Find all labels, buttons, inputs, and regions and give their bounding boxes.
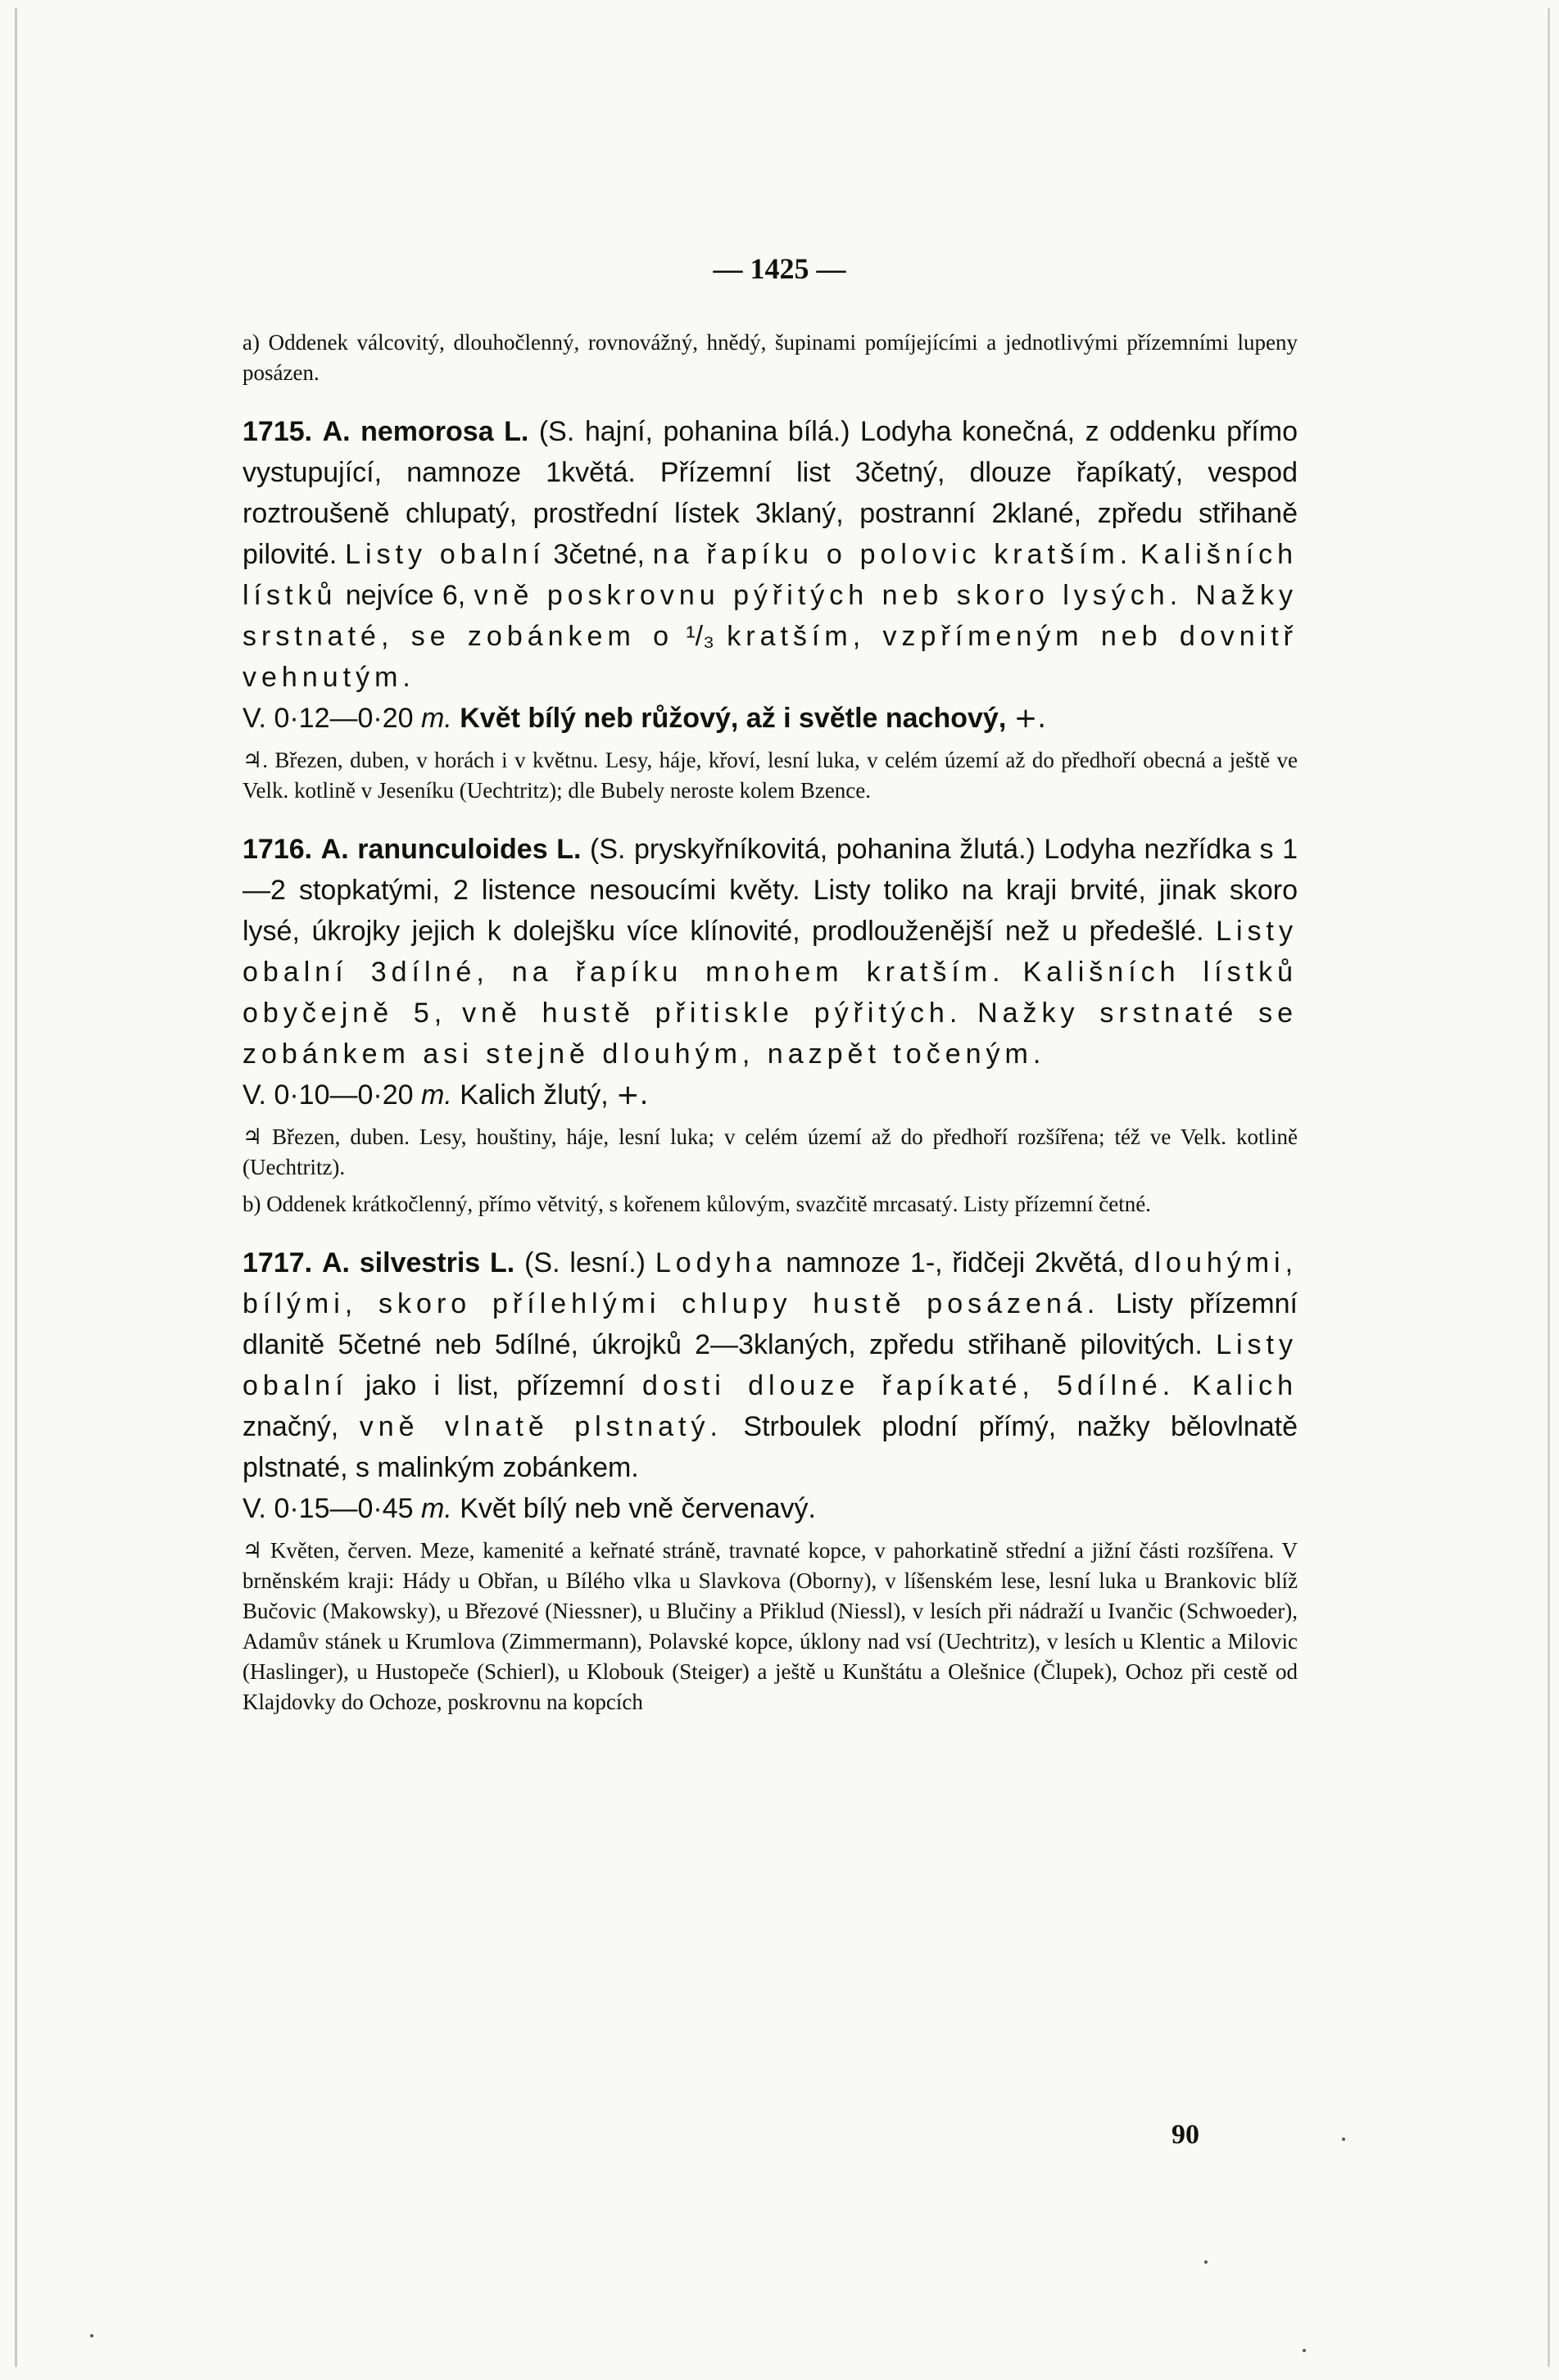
description: jako i list, přízemní	[365, 1370, 625, 1401]
spaced-text: Listy obalní	[242, 1329, 1298, 1401]
spaced-text: dosti dlouze řapíkaté, 5dílné.	[642, 1370, 1176, 1401]
species-1717	[242, 1242, 1298, 1488]
habitat-1715: ♃. Březen, duben, v horách i v květnu. Lesy, háje, křoví, lesní luka, v celém území až do předhoří obecná a ještě ve Velk. kotlině v Jeseníku (Uechtritz); dle Bubely neroste kolem Bzence.	[242, 748, 1298, 803]
description: 3četné,	[553, 539, 645, 570]
spaced-text: Kališních lístků	[242, 539, 1298, 611]
flower-description: Kalich žlutý,	[460, 1079, 609, 1111]
spaced-text: kratším, vzpřímeným neb dovnitř vehnutým.	[242, 621, 1298, 693]
species-name: A. ranunculoides L.	[320, 834, 582, 865]
description: (S. lesní.)	[524, 1247, 646, 1278]
poison-cross-icon: +.	[1013, 702, 1047, 735]
page-number: — 1425 —	[713, 252, 846, 285]
species-1716	[242, 829, 1298, 1075]
species-number: 1717.	[242, 1247, 313, 1278]
description: (S. hajní, pohanina bílá.) Lodyha konečná, z oddenku přímo vystupující, namnoze 1květá. Přízemní list 3četný, dlouze řapíkatý, vespod roztroušeně chlupatý, prostřední lístek 3klaný, postranní 2klané, zpředu střihaně pilovité.	[242, 416, 1298, 570]
spaced-text: Kališních lístků obyčejně 5,	[242, 957, 1298, 1029]
group-b-intro: b) Oddenek krátkočlenný, přímo větvitý, s kořenem kůlovým, svazčitě mrcasatý. Listy přízemní četné.	[242, 1192, 1151, 1216]
description: (S. pryskyřníkovitá, pohanina žlutá.) Lodyha nezřídka s 1—2 stopkatými, 2 listence nesoucími květy. Listy toliko na kraji brvité, jinak skoro lysé, úkrojky jejich k dolejšku více klínovité, prodlouženější než u předešlé.	[242, 834, 1298, 947]
height-range: V. 0·15—0·45	[242, 1493, 414, 1524]
flower-description: Květ bílý neb růžový, až i světle nachový,	[460, 703, 1007, 734]
height-range: V. 0·10—0·20	[242, 1079, 414, 1111]
species-number: 1716.	[242, 834, 313, 865]
description: značný,	[242, 1411, 339, 1442]
measure-line-1717	[242, 1488, 1298, 1529]
group-a-intro: a) Oddenek válcovitý, dlouhočlenný, rovnovážný, hnědý, šupinami pomíjejícími a jednotlivými přízemními lupeny posázen.	[242, 330, 1298, 385]
spaced-text: vně vlnatě plstnatý.	[359, 1411, 723, 1442]
species-number: 1715.	[242, 416, 313, 447]
spaced-text: na řapíku o polovic kratším.	[652, 539, 1133, 570]
fraction: ¹/₃	[686, 621, 714, 652]
habitat-1716: ♃ Březen, duben. Lesy, houštiny, háje, lesní luka; v celém území až do předhoří rozšířena; též ve Velk. kotlině (Uechtritz).	[242, 1124, 1298, 1179]
description: Listy přízemní dlanitě 5četné neb 5dílné, úkrojků 2—3klaných, zpředu střihaně pilovitých.	[242, 1288, 1298, 1360]
height-range: V. 0·12—0·20	[242, 703, 414, 734]
unit: m.	[421, 1493, 452, 1524]
spaced-text: Listy obalní	[345, 539, 546, 570]
scan-speck	[90, 2334, 93, 2337]
description: Strboulek plodní přímý, nažky bělovlnatě plstnaté, s malinkým zobánkem.	[242, 1411, 1298, 1483]
spaced-text: Kalich	[1192, 1370, 1298, 1401]
spaced-text: vně hustě přitiskle pýřitých.	[462, 998, 963, 1029]
text-column	[242, 328, 1298, 1717]
flower-description: Květ bílý neb vně červenavý.	[460, 1493, 816, 1524]
spaced-text: vně poskrovnu pýřitých neb skoro lysých. Nažky srstnaté, se zobánkem o	[242, 580, 1298, 652]
spaced-text: Nažky srstnaté se zobánkem asi stejně dlouhým, nazpět točeným.	[242, 998, 1298, 1070]
species-1715	[242, 411, 1298, 698]
description: namnoze 1-, řidčeji 2květá,	[786, 1247, 1125, 1278]
species-name: A. silvestris L.	[321, 1247, 515, 1278]
spaced-text: Listy obalní 3dílné, na řapíku mnohem kratším.	[242, 916, 1298, 988]
description: nejvíce 6,	[345, 580, 466, 611]
poison-cross-icon: +.	[616, 1079, 649, 1111]
unit: m.	[421, 1079, 452, 1111]
scan-speck	[1303, 2349, 1306, 2352]
measure-line-1715	[242, 698, 1298, 739]
habitat-1717: ♃ Květen, červen. Meze, kamenité a keřnaté stráně, travnaté kopce, v pahorkatině střední a jižní části rozšířena. V brněnském kraji: Hády u Obřan, u Bílého vlka u Slavkova (Oborny), v líšenském lese, lesní luka u Brankovic blíž Bučovic (Makowsky), u Březové (Niessner), u Blučiny a Přiklud (Niessl), v lesích při nádraží u Ivančic (Schwoeder), Adamův stánek u Krumlova (Zimmermann), Polavské kopce, úklony nad vsí (Uechtritz), v lesích u Klentic a Milovic (Haslinger), u Hustopeče (Schierl), u Klobouk (Steiger) a ještě u Kunštátu a Olešnice (Člupek), Ochoz při cestě od Klajdovky do Ochoze, poskrovnu na kopcích	[242, 1538, 1298, 1714]
scan-speck	[1342, 2138, 1345, 2141]
unit: m.	[421, 703, 452, 734]
scan-speck	[1204, 2260, 1208, 2264]
species-name: A. nemorosa L.	[322, 416, 529, 447]
spaced-text: dlouhými, bílými, skoro přílehlými chlupy hustě posázená.	[242, 1247, 1298, 1319]
signature-mark: 90	[1172, 2120, 1199, 2150]
spaced-text: Lodyha	[655, 1247, 777, 1278]
measure-line-1716	[242, 1075, 1298, 1115]
